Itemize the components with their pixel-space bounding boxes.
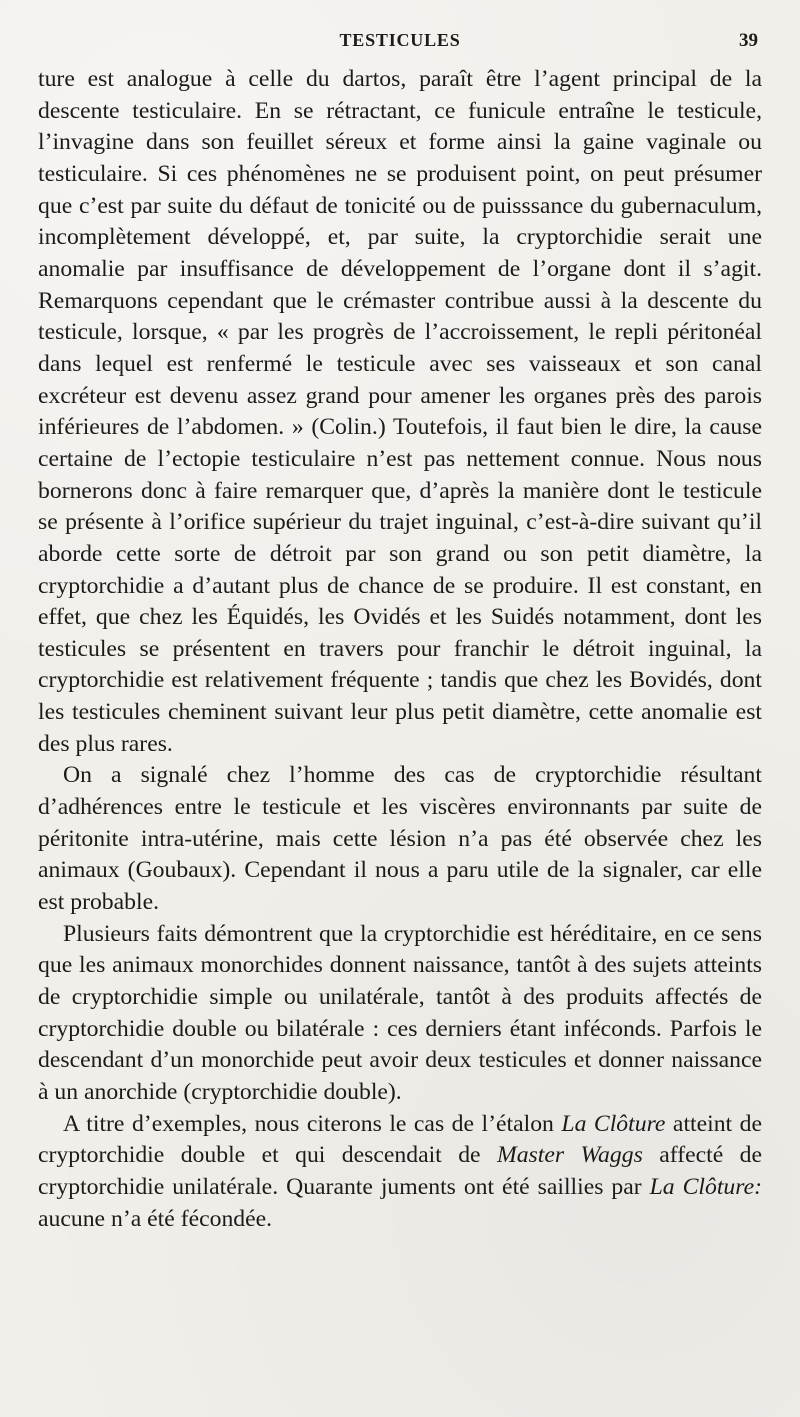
page-number: 39: [739, 30, 758, 51]
paragraph-4-text-3: affecté de cryptorchidie unilatérale. Quarante juments ont été saillies par: [38, 1142, 762, 1200]
paragraph-4-text-1: A titre d’exemples, nous citerons le cas de l’étalon: [63, 1110, 562, 1137]
paragraph-4-text-4: aucune n’a été fécondée.: [38, 1205, 273, 1232]
running-title: TESTICULES: [339, 30, 461, 50]
paragraph-4: [38, 1109, 762, 1236]
running-head: [38, 30, 762, 64]
paragraph-3: Plusieurs faits démontrent que la cryptorchidie est héréditaire, en ce sens que les animaux monorchides donnent naissance, tantôt à des sujets atteints de cryptorchidie simple ou unilatérale, tantôt à des produits affectés de cryptorchidie double ou bilatérale : ces derniers étant inféconds. Parfois le descendant d’un monorchide peut avoir deux testicules et donner naissance à un anorchide (cryptorchidie double).: [38, 920, 762, 1105]
horse-name-la-cloture: La Clôture: [561, 1110, 666, 1137]
horse-name-master-waggs: Master Waggs: [496, 1142, 643, 1169]
paragraph-2: On a signalé chez l’homme des cas de cryptorchidie résultant d’adhérences entre le testicule et les viscères environnants par suite de péritonite intra-utérine, mais cette lésion n’a pas été observée chez les animaux (Goubaux). Cependant il nous a paru utile de la signaler, car elle est probable.: [38, 762, 762, 916]
horse-name-la-cloture-repeat: La Clôture:: [649, 1173, 762, 1200]
body-text: [38, 64, 762, 1235]
paragraph-1: ture est analogue à celle du dartos, paraît être l’agent principal de la descente testiculaire. En se rétractant, ce funicule entraîne le testicule, l’invagine dans son feuillet séreux et forme ainsi la gaine vaginale ou testiculaire. Si ces phénomènes ne se produisent point, on peut présumer que c’est par suite du défaut de tonicité ou de puisssance du gubernaculum, incomplètement développé, et, par suite, la cryptorchidie serait une anomalie par insuffisance de développement de l’organe dont il s’agit. Remarquons cependant que le crémaster contribue aussi à la descente du testicule, lorsque, « par les progrès de l’accroissement, le repli péritonéal dans lequel est renfermé le testicule avec ses vaisseaux et son canal excréteur est devenu assez grand pour amener les organes près des parois inférieures de l’abdomen. » (Colin.) Toutefois, il faut bien le dire, la cause certaine de l’ectopie testiculaire n’est pas nettement connue. Nous nous bornerons donc à faire remarquer que, d’après la manière dont le testicule se présente à l’orifice supérieur du trajet inguinal, c’est-à-dire suivant qu’il aborde cette sorte de détroit par son grand ou son petit diamètre, la cryptorchidie a d’autant plus de chance de se produire. Il est constant, en effet, que chez les Équidés, les Ovidés et les Suidés notamment, dont les testicules se présentent en travers pour franchir le détroit inguinal, la cryptorchidie est relativement fréquente ; tandis que chez les Bovidés, dont les testicules cheminent suivant leur plus petit diamètre, cette anomalie est des plus rares.: [38, 66, 762, 757]
paragraph-4-text-2: atteint de cryptorchidie double et qui descendait de: [38, 1110, 762, 1169]
